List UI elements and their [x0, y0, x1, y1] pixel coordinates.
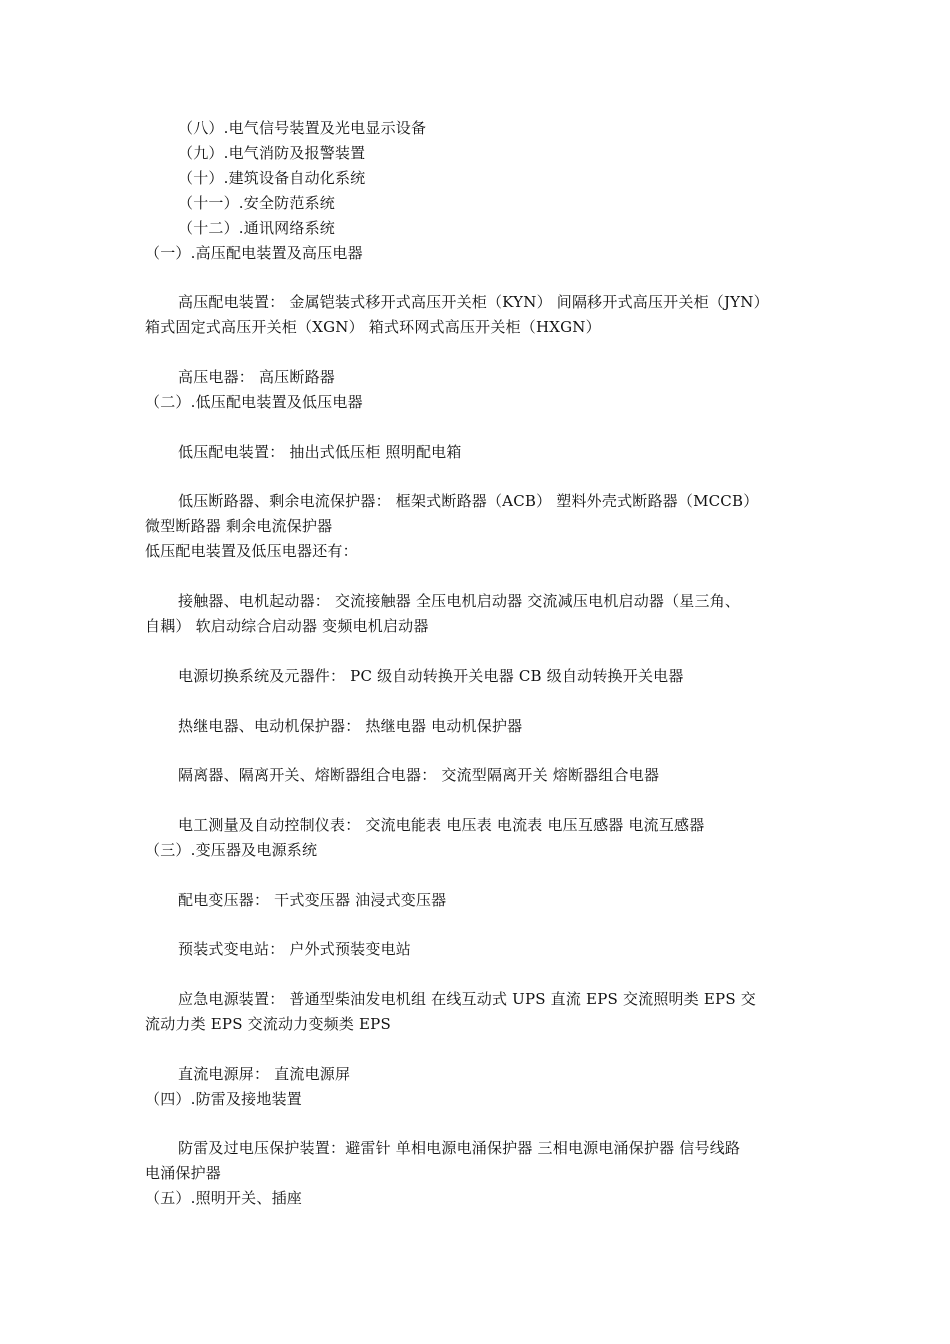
paragraph-line: 电涌保护器 — [145, 1164, 222, 1182]
toc-item: （八）.电气信号装置及光电显示设备 — [178, 119, 427, 137]
section-heading: （三）.变压器及电源系统 — [145, 841, 318, 859]
paragraph-line: 微型断路器 剩余电流保护器 — [145, 517, 333, 535]
paragraph-line: 高压配电装置： 金属铠装式移开式高压开关柜（KYN） 间隔移开式高压开关柜（JYN） — [178, 293, 769, 311]
toc-item: （十一）.安全防范系统 — [178, 194, 335, 212]
paragraph-line: 高压电器： 高压断路器 — [178, 368, 335, 386]
paragraph-line: 低压配电装置： 抽出式低压柜 照明配电箱 — [178, 443, 462, 461]
paragraph-line: 低压配电装置及低压电器还有： — [145, 542, 358, 560]
paragraph-line: 预装式变电站： 户外式预装变电站 — [178, 940, 411, 958]
section-heading: （四）.防雷及接地装置 — [145, 1090, 302, 1108]
paragraph-line: 低压断路器、剩余电流保护器： 框架式断路器（ACB） 塑料外壳式断路器（MCCB） — [178, 492, 759, 510]
paragraph-line: 箱式固定式高压开关柜（XGN） 箱式环网式高压开关柜（HXGN） — [145, 318, 601, 336]
toc-item: （十二）.通讯网络系统 — [178, 219, 335, 237]
section-heading: （一）.高压配电装置及高压电器 — [145, 244, 363, 262]
paragraph-line: 电工测量及自动控制仪表： 交流电能表 电压表 电流表 电压互感器 电流互感器 — [178, 816, 705, 834]
paragraph-line: 电源切换系统及元器件： PC 级自动转换开关电器 CB 级自动转换开关电器 — [178, 667, 684, 685]
paragraph-line: 流动力类 EPS 交流动力变频类 EPS — [145, 1015, 391, 1033]
toc-item: （九）.电气消防及报警装置 — [178, 144, 366, 162]
paragraph-line: 防雷及过电压保护装置：避雷针 单相电源电涌保护器 三相电源电涌保护器 信号线路 — [178, 1139, 741, 1157]
paragraph-line: 应急电源装置： 普通型柴油发电机组 在线互动式 UPS 直流 EPS 交流照明类 EPS 交 — [178, 990, 756, 1008]
paragraph-line: 隔离器、隔离开关、熔断器组合电器： 交流型隔离开关 熔断器组合电器 — [178, 766, 660, 784]
paragraph-line: 接触器、电机起动器： 交流接触器 全压电机启动器 交流减压电机启动器（星三角、 — [178, 592, 741, 610]
paragraph-line: 热继电器、电动机保护器： 热继电器 电动机保护器 — [178, 717, 523, 735]
paragraph-line: 自耦） 软启动综合启动器 变频电机启动器 — [145, 617, 429, 635]
paragraph-line: 直流电源屏： 直流电源屏 — [178, 1065, 351, 1083]
paragraph-line: 配电变压器： 干式变压器 油浸式变压器 — [178, 891, 447, 909]
section-heading: （五）.照明开关、插座 — [145, 1189, 302, 1207]
toc-item: （十）.建筑设备自动化系统 — [178, 169, 366, 187]
section-heading: （二）.低压配电装置及低压电器 — [145, 393, 363, 411]
